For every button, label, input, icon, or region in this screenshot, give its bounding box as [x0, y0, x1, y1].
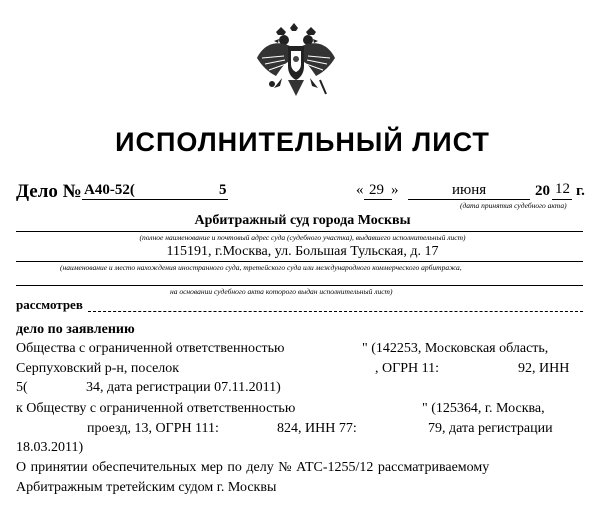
date-month-underline	[408, 199, 530, 200]
date-year-suffix: 12	[555, 181, 570, 197]
p2-line2-c: 79, дата регистрации	[428, 421, 553, 436]
p2-line3: 18.03.2011)	[16, 440, 84, 455]
p2-line2-b: 824, ИНН 77:	[277, 421, 357, 436]
date-day: 29	[369, 182, 384, 198]
p1-line2-c: 92, ИНН	[518, 361, 570, 376]
p1-line1-b: " (142253, Московская область,	[362, 341, 549, 356]
court-name-underline	[16, 231, 583, 232]
date-year-underline	[552, 199, 572, 200]
case-on-application: дело по заявлению	[16, 322, 135, 337]
double-headed-eagle-icon	[254, 22, 338, 100]
date-year-abbr: г.	[576, 183, 585, 199]
court-name-caption: (полное наименование и почтовый адрес суда (судебного участка), выдавшего исполнительный лист)	[139, 233, 466, 242]
case-number-underline	[82, 199, 228, 200]
p1-line3-a: 5(	[16, 380, 28, 395]
p3-line2: Арбитражным третейским судом г. Москвы	[16, 480, 277, 495]
p3-line1: О принятии обеспечительных мер по делу № АТС-1255/12 рассматриваемому	[16, 460, 490, 475]
date-caption: (дата принятия судебного акта)	[460, 201, 567, 210]
p1-line1-a: Общества с ограниченной ответственностью	[16, 341, 285, 356]
court-address: 115191, г.Москва, ул. Большая Тульская, д. 17	[166, 244, 439, 259]
p2-line2-a: проезд, 13, ОГРН 111:	[87, 421, 219, 436]
p1-line2-b: , ОГРН 11:	[375, 361, 439, 376]
date-year-prefix: 20	[535, 183, 550, 199]
basis-underline	[16, 285, 583, 286]
considered-label: рассмотрев	[16, 297, 83, 312]
court-address-caption: (наименование и место нахождения иностранного суда, третейского суда или международного коммерческого арбитража,	[60, 263, 462, 272]
document-title: ИСПОЛНИТЕЛЬНЫЙ ЛИСТ	[115, 127, 490, 157]
considered-underline	[88, 311, 583, 312]
court-address-underline	[16, 261, 583, 262]
p1-line2-a: Серпуховский р-н, поселок	[16, 361, 180, 376]
case-number-start: А40-52(	[84, 182, 135, 198]
quote-open: «	[356, 182, 364, 198]
p2-line1-a: к Обществу с ограниченной ответственностью	[16, 401, 296, 416]
date-day-underline	[364, 199, 392, 200]
p2-line1-b: " (125364, г. Москва,	[422, 401, 545, 416]
p1-line3-b: 34, дата регистрации 07.11.2011)	[86, 380, 281, 395]
case-number-end: 5	[219, 182, 227, 198]
basis-caption: на основании судебного акта которого выдан исполнительный лист)	[170, 287, 393, 296]
case-label: Дело №	[16, 181, 82, 202]
court-name: Арбитражный суд города Москвы	[194, 213, 411, 228]
date-month: июня	[452, 182, 487, 198]
quote-close: »	[391, 182, 399, 198]
